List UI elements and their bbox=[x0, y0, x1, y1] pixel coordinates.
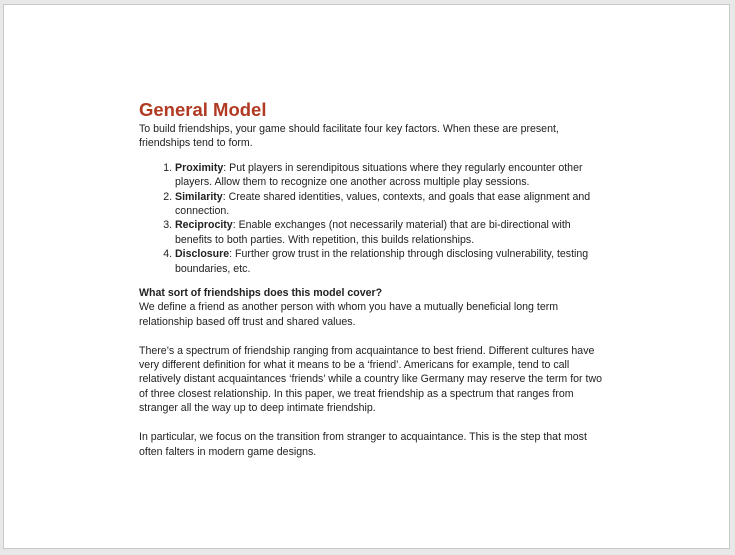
factor-term: Reciprocity bbox=[175, 219, 233, 232]
factor-item-reciprocity bbox=[175, 218, 609, 247]
question-heading: What sort of friendships does this model cover? bbox=[139, 287, 383, 300]
factor-item-proximity bbox=[175, 161, 609, 190]
factor-text: : Put players in serendipitous situations where they regularly encounter other players. Allow them to recognize one another across multiple play sessions. bbox=[175, 161, 583, 189]
factor-term: Disclosure bbox=[175, 248, 230, 261]
factor-text: : Create shared identities, values, contexts, and goals that ease alignment and connection. bbox=[175, 190, 591, 218]
document-page bbox=[3, 4, 730, 549]
factor-item-disclosure bbox=[175, 247, 609, 276]
page-content bbox=[139, 98, 609, 459]
spectrum-paragraph: There’s a spectrum of friendship ranging from acquaintance to best friend. Different cultures have very different definition for what it means to be a ‘friend’. Americans for example, tend to call relatively distant acquaintances ‘friends’ while a country like Germany may reserve the term for two of three closest relationship. In this paper, we treat friendship as a spectrum that ranges from stranger all the way up to deep intimate friendship. bbox=[139, 344, 602, 415]
factor-item-similarity bbox=[175, 190, 609, 219]
focus-paragraph: In particular, we focus on the transition from stranger to acquaintance. This is the step that most often falters in modern game designs. bbox=[139, 431, 587, 458]
intro-paragraph: To build friendships, your game should facilitate four key factors. When these are present, friendships tend to form. bbox=[139, 123, 559, 150]
factor-text: : Enable exchanges (not necessarily material) that are bi-directional with benefits to both parties. With repetition, this builds relationships. bbox=[175, 219, 571, 246]
factors-list bbox=[139, 161, 609, 276]
section-title: General Model bbox=[139, 99, 267, 120]
factor-text: : Further grow trust in the relationship through disclosing vulnerability, testing boundaries, etc. bbox=[175, 248, 589, 275]
factor-term: Proximity bbox=[175, 161, 224, 174]
definition-paragraph: We define a friend as another person with whom you have a mutually beneficial long term relationship based off trust and shared values. bbox=[139, 301, 559, 328]
factor-term: Similarity bbox=[175, 190, 223, 203]
